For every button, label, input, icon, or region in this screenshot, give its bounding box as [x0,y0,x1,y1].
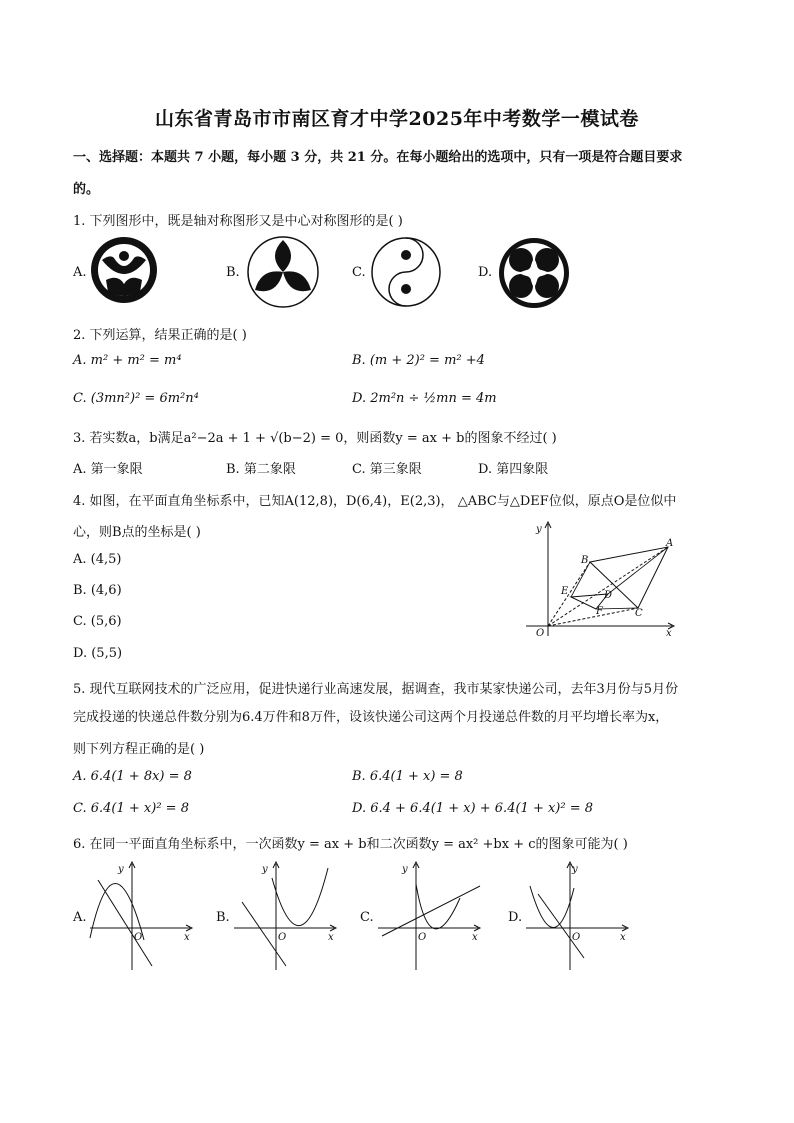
q4-line-da [608,547,668,594]
q6d-label-o: O [572,932,581,943]
q3-option-b: B. 第二象限 [226,462,296,477]
q4-stem-line1: 4. 如图，在平面直角坐标系中，已知A(12,8)，D(6,4)，E(2,3)， △ABC与△DEF位似，原点O是位似中 [73,494,677,509]
q1-figure-a [88,234,160,306]
q6c-label-x: x [472,932,478,943]
section-heading: 一、选择题：本题共 7 小题，每小题 3 分，共 21 分。在每小题给出的选项中，只有一项是符合题目要求 [73,150,683,165]
q3-option-c: C. 第三象限 [352,462,422,477]
q6-graph-d [524,858,632,974]
q4-option-b: B. (4,6) [73,583,122,598]
q1-label-b: B. [226,265,240,280]
q4-label-e: E [561,586,569,597]
q3-option-a: A. 第一象限 [73,462,143,477]
q2-stem: 2. 下列运算，结果正确的是( ) [73,328,247,343]
q5-option-d: D. 6.4 + 6.4(1 + x) + 6.4(1 + x)² = 8 [352,801,594,816]
q6-label-d: D. [508,910,523,925]
q1-stem: 1. 下列图形中，既是轴对称图形又是中心对称图形的是( ) [73,214,403,229]
q5-stem-line2: 完成投递的快递总件数分别为6.4万件和8万件，设该快递公司这两个月投递总件数的月平均增长率为x， [73,710,669,725]
q6-label-b: B. [216,910,230,925]
q4-option-c: C. (5,6) [73,614,122,629]
q1-figure-d [497,236,571,310]
q6-stem: 6. 在同一平面直角坐标系中，一次函数y = ax + b和二次函数y = ax² +bx + c的图象可能为( ) [73,837,628,852]
q4-label-x: x [666,628,672,639]
q4-ray-ob [548,562,590,626]
q3-option-d: D. 第四象限 [478,462,549,477]
q6-label-a: A. [73,910,87,925]
q6b-label-x: x [328,932,334,943]
q4-label-c: C [635,608,643,619]
q2-option-d: D. 2m²n ÷ ½mn = 4m [352,391,497,406]
q6b-label-o: O [278,932,287,943]
q6-graph-c [376,858,484,974]
q6b-label-y: y [262,864,268,875]
q6-label-c: C. [360,910,374,925]
q5-stem-line1: 5. 现代互联网技术的广泛应用，促进快递行业高速发展，据调查，我市某家快递公司，去年3月份与5月份 [73,682,679,697]
q6d-label-x: x [620,932,626,943]
q3-stem: 3. 若实数a，b满足a²−2a + 1 + √(b−2) = 0，则函数y = ax + b的图象不经过( ) [73,431,557,446]
q6d-label-y: y [572,864,578,875]
q4-stem-line2: 心，则B点的坐标是( ) [73,525,201,540]
q4-line-eb [571,562,590,597]
q1-figure-b [245,234,321,310]
exam-title: 山东省青岛市市南区育才中学2025年中考数学一模试卷 [155,108,639,130]
q1-label-c: C. [352,265,366,280]
q6-graph-a [88,858,196,974]
q2-option-b: B. (m + 2)² = m² +4 [352,353,485,368]
q4-label-f: F [596,606,603,617]
q6-graph-b [232,858,340,974]
q1-label-d: D. [478,265,493,280]
q2-option-a: A. m² + m² = m⁴ [73,353,182,368]
q6a-label-o: O [134,932,143,943]
q5-option-c: C. 6.4(1 + x)² = 8 [73,801,189,816]
q4-label-o: O [536,628,545,639]
q4-label-b: B [581,555,589,566]
section-heading-cont: 的。 [73,182,100,197]
q4-label-a: A [666,538,674,549]
q5-stem-line3: 则下列方程正确的是( ) [73,742,205,757]
q2-option-c: C. (3mn²)² = 6m²n⁴ [73,391,199,406]
q4-option-a: A. (4,5) [73,552,122,567]
q5-option-a: A. 6.4(1 + 8x) = 8 [73,769,192,784]
q6a-label-y: y [118,864,124,875]
q5-option-b: B. 6.4(1 + x) = 8 [352,769,463,784]
q6c-label-y: y [402,864,408,875]
q4-figure [520,518,685,640]
q4-label-y: y [536,524,542,535]
q4-option-d: D. (5,5) [73,646,123,661]
q6a-label-x: x [184,932,190,943]
q4-label-d: D [604,590,613,601]
q1-figure-c [370,236,442,308]
q6c-label-o: O [418,932,427,943]
q1-label-a: A. [73,265,87,280]
